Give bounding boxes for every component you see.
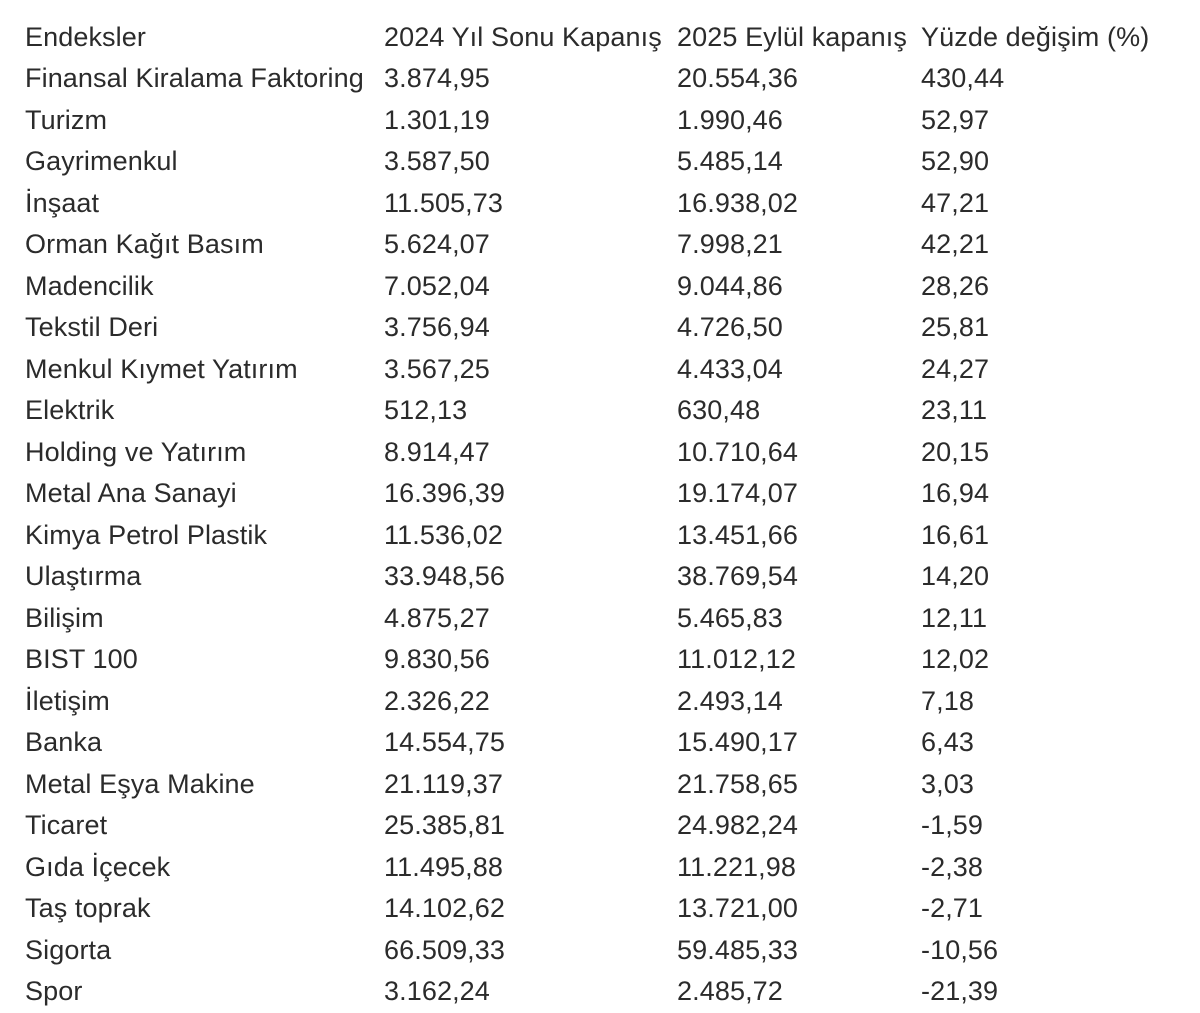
table-row xyxy=(0,556,1200,598)
cell-percent-change: 12,11 xyxy=(921,602,988,633)
cell-close-2025-sep: 9.044,86 xyxy=(677,270,783,301)
cell-close-2024: 3.162,24 xyxy=(384,976,490,1007)
table-row xyxy=(0,141,1200,183)
cell-close-2025-sep: 24.982,24 xyxy=(677,810,799,841)
cell-index-name: Finansal Kiralama Faktoring xyxy=(25,63,364,94)
table-body xyxy=(0,58,1200,1013)
cell-index-name: BIST 100 xyxy=(25,644,138,675)
cell-close-2025-sep: 630,48 xyxy=(677,395,761,426)
cell-percent-change: 12,02 xyxy=(921,644,990,675)
cell-percent-change: 23,11 xyxy=(921,395,988,426)
cell-index-name: Banka xyxy=(25,727,103,758)
cell-close-2025-sep: 2.485,72 xyxy=(677,976,783,1007)
cell-close-2024: 11.495,88 xyxy=(384,851,504,882)
cell-close-2024: 14.102,62 xyxy=(384,893,506,924)
table-row xyxy=(0,971,1200,1013)
cell-close-2024: 25.385,81 xyxy=(384,810,506,841)
cell-close-2025-sep: 38.769,54 xyxy=(677,561,799,592)
cell-close-2024: 1.301,19 xyxy=(384,104,490,135)
cell-close-2025-sep: 10.710,64 xyxy=(677,436,799,467)
cell-close-2024: 16.396,39 xyxy=(384,478,506,509)
cell-percent-change: 20,15 xyxy=(921,436,990,467)
cell-close-2024: 21.119,37 xyxy=(384,768,504,799)
cell-percent-change: 3,03 xyxy=(921,768,974,799)
cell-close-2024: 3.567,25 xyxy=(384,353,490,384)
cell-close-2024: 5.624,07 xyxy=(384,229,490,260)
table-row xyxy=(0,473,1200,515)
cell-close-2025-sep: 4.433,04 xyxy=(677,353,783,384)
cell-percent-change: 42,21 xyxy=(921,229,990,260)
header-close-2024: 2024 Yıl Sonu Kapanış xyxy=(384,21,662,52)
cell-index-name: Ticaret xyxy=(25,810,108,841)
cell-close-2025-sep: 19.174,07 xyxy=(677,478,799,509)
cell-percent-change: -2,71 xyxy=(921,893,984,924)
cell-close-2024: 7.052,04 xyxy=(384,270,490,301)
cell-close-2025-sep: 13.721,00 xyxy=(677,893,799,924)
cell-close-2024: 3.874,95 xyxy=(384,63,490,94)
cell-percent-change: 52,97 xyxy=(921,104,990,135)
cell-close-2024: 2.326,22 xyxy=(384,685,490,716)
cell-index-name: Gayrimenkul xyxy=(25,146,178,177)
cell-close-2024: 512,13 xyxy=(384,395,468,426)
table-row xyxy=(0,639,1200,681)
cell-close-2025-sep: 7.998,21 xyxy=(677,229,783,260)
table-row xyxy=(0,764,1200,806)
cell-percent-change: -10,56 xyxy=(921,934,999,965)
cell-close-2025-sep: 11.221,98 xyxy=(677,851,797,882)
cell-percent-change: 430,44 xyxy=(921,63,1005,94)
cell-percent-change: 24,27 xyxy=(921,353,990,384)
cell-close-2025-sep: 16.938,02 xyxy=(677,187,799,218)
cell-index-name: İnşaat xyxy=(25,187,100,218)
cell-close-2025-sep: 4.726,50 xyxy=(677,312,783,343)
cell-index-name: Menkul Kıymet Yatırım xyxy=(25,353,298,384)
cell-close-2025-sep: 59.485,33 xyxy=(677,934,799,965)
cell-index-name: Ulaştırma xyxy=(25,561,142,592)
cell-index-name: Spor xyxy=(25,976,83,1007)
cell-percent-change: 14,20 xyxy=(921,561,990,592)
cell-close-2024: 4.875,27 xyxy=(384,602,490,633)
table-row xyxy=(0,183,1200,225)
index-table xyxy=(0,16,1200,1013)
cell-close-2024: 14.554,75 xyxy=(384,727,506,758)
header-index-name: Endeksler xyxy=(25,21,146,52)
cell-index-name: Bilişim xyxy=(25,602,104,633)
table-row xyxy=(0,681,1200,723)
cell-index-name: Tekstil Deri xyxy=(25,312,159,343)
cell-percent-change: 16,61 xyxy=(921,519,990,550)
cell-close-2025-sep: 1.990,46 xyxy=(677,104,783,135)
table-row xyxy=(0,888,1200,930)
cell-percent-change: -21,39 xyxy=(921,976,999,1007)
cell-close-2025-sep: 11.012,12 xyxy=(677,644,797,675)
cell-close-2025-sep: 13.451,66 xyxy=(677,519,799,550)
table-row xyxy=(0,805,1200,847)
table-row xyxy=(0,58,1200,100)
cell-index-name: Metal Ana Sanayi xyxy=(25,478,237,509)
header-percent-change: Yüzde değişim (%) xyxy=(921,21,1150,52)
cell-close-2024: 66.509,33 xyxy=(384,934,506,965)
cell-close-2024: 11.536,02 xyxy=(384,519,504,550)
table-row xyxy=(0,266,1200,308)
cell-close-2025-sep: 5.485,14 xyxy=(677,146,783,177)
cell-percent-change: -2,38 xyxy=(921,851,984,882)
cell-index-name: Madencilik xyxy=(25,270,154,301)
cell-index-name: Holding ve Yatırım xyxy=(25,436,247,467)
cell-index-name: Elektrik xyxy=(25,395,115,426)
cell-percent-change: -1,59 xyxy=(921,810,984,841)
table-row xyxy=(0,390,1200,432)
cell-close-2024: 33.948,56 xyxy=(384,561,506,592)
cell-index-name: Gıda İçecek xyxy=(25,851,171,882)
header-row xyxy=(0,16,1200,58)
cell-percent-change: 16,94 xyxy=(921,478,990,509)
cell-close-2025-sep: 20.554,36 xyxy=(677,63,799,94)
cell-close-2024: 11.505,73 xyxy=(384,187,504,218)
cell-close-2025-sep: 15.490,17 xyxy=(677,727,799,758)
cell-index-name: Kimya Petrol Plastik xyxy=(25,519,268,550)
cell-close-2025-sep: 21.758,65 xyxy=(677,768,799,799)
table-row xyxy=(0,930,1200,972)
table-header xyxy=(0,16,1200,58)
table-row xyxy=(0,224,1200,266)
cell-percent-change: 28,26 xyxy=(921,270,990,301)
cell-percent-change: 52,90 xyxy=(921,146,990,177)
cell-percent-change: 6,43 xyxy=(921,727,974,758)
table-row xyxy=(0,847,1200,889)
table-row xyxy=(0,722,1200,764)
cell-index-name: İletişim xyxy=(25,685,110,716)
cell-index-name: Metal Eşya Makine xyxy=(25,768,255,799)
cell-index-name: Taş toprak xyxy=(25,893,151,924)
cell-close-2024: 8.914,47 xyxy=(384,436,490,467)
cell-index-name: Sigorta xyxy=(25,934,112,965)
cell-close-2024: 3.587,50 xyxy=(384,146,490,177)
cell-close-2024: 3.756,94 xyxy=(384,312,490,343)
cell-percent-change: 25,81 xyxy=(921,312,990,343)
table-row xyxy=(0,349,1200,391)
table-row xyxy=(0,307,1200,349)
cell-close-2025-sep: 5.465,83 xyxy=(677,602,783,633)
cell-close-2025-sep: 2.493,14 xyxy=(677,685,783,716)
table-row xyxy=(0,515,1200,557)
cell-percent-change: 7,18 xyxy=(921,685,974,716)
cell-percent-change: 47,21 xyxy=(921,187,990,218)
table-row xyxy=(0,432,1200,474)
header-close-2025-sep: 2025 Eylül kapanış xyxy=(677,21,907,52)
cell-index-name: Turizm xyxy=(25,104,108,135)
table-row xyxy=(0,100,1200,142)
cell-index-name: Orman Kağıt Basım xyxy=(25,229,264,260)
table-row xyxy=(0,598,1200,640)
cell-close-2024: 9.830,56 xyxy=(384,644,490,675)
